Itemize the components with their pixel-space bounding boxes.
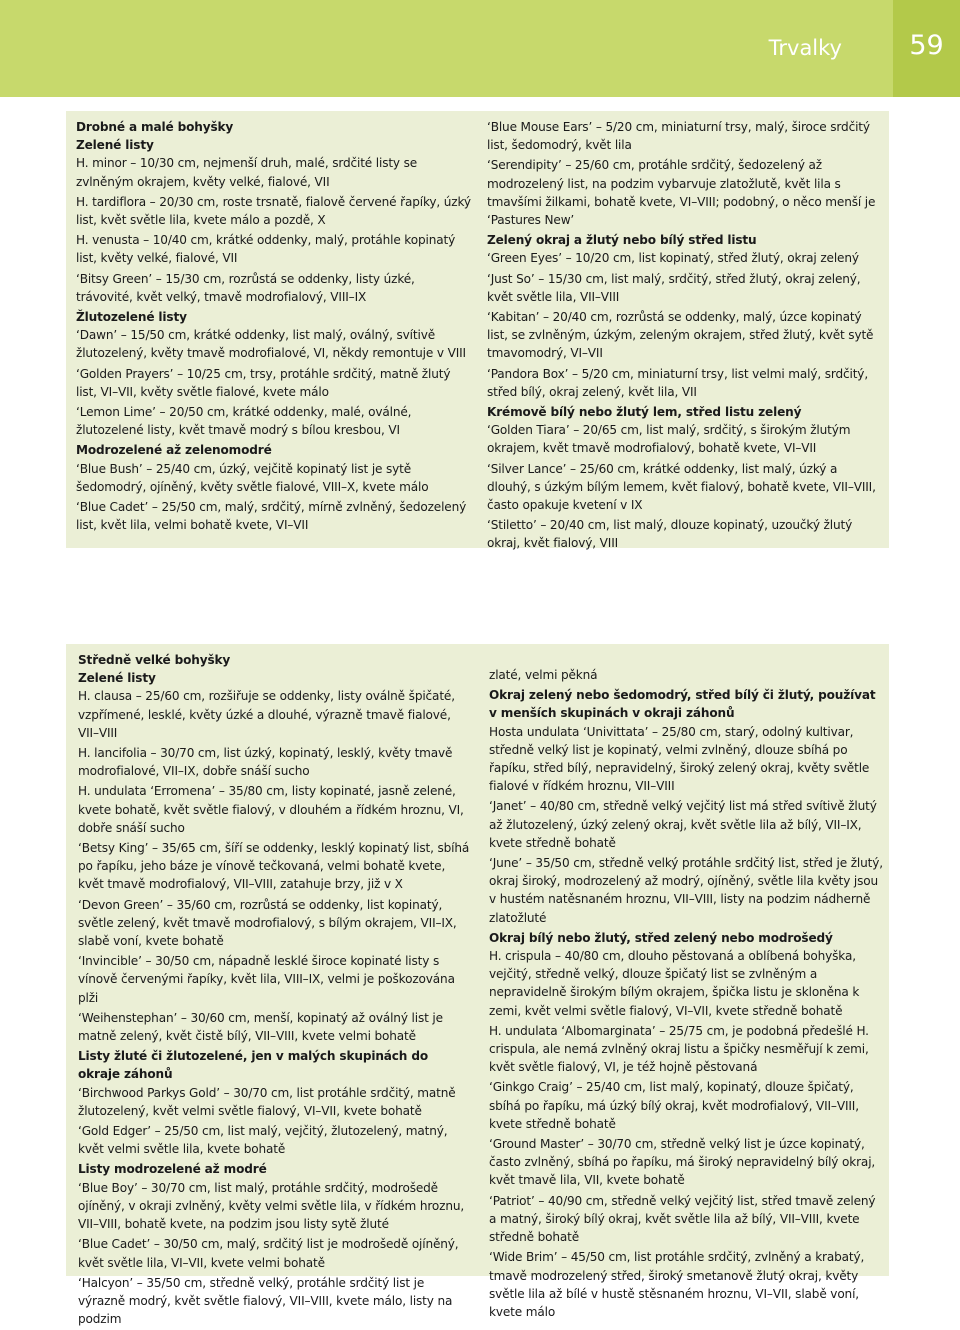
plant-entry: ‘Dawn’ – 15/50 cm, krátké oddenky, list malý, oválný, svítivě žlutozelený, květy tmavě modrofialové, VI, někdy remontuje v VIII xyxy=(76,328,466,361)
panel-medium-hostas xyxy=(66,644,889,1327)
plant-entry: ‘Birchwood Parkys Gold’ – 30/70 cm, list protáhle srdčitý, matně žlutozelený, květ velmi světle fialový, VI–VII, kvete bohatě xyxy=(78,1085,456,1118)
panel-small-hostas xyxy=(66,111,889,551)
section-heading: Zelené listy xyxy=(78,671,156,686)
section-title: Trvalky xyxy=(768,36,842,60)
plant-entry: H. tardiflora – 20/30 cm, roste trsnatě, fialově červené řapíky, úzký list, květ světle lila, kvete málo a pozdě, X xyxy=(76,194,471,228)
plant-entry: ‘Gold Edger’ – 25/50 cm, list malý, vejčitý, žlutozelený, matný, květ velmi světle lila, kvete bohatě xyxy=(78,1124,448,1157)
plant-entry: ‘Lemon Lime’ – 20/50 cm, krátké oddenky, malé, oválné, žlutozelené listy, květ tmavě modrý s bílou kresbou, VI xyxy=(76,405,412,438)
page-number-box xyxy=(893,0,960,97)
plant-entry: ‘Weihenstephan’ – 30/60 cm, menší, kopinatý až oválný list je matně zelený, květ čistě bílý, VII–VIII, kvete velmi bohatě xyxy=(78,1010,443,1044)
plant-entry: ‘Just So’ – 15/30 cm, list malý, srdčitý, střed žlutý, okraj zelený, květ světle lila, VII–VIII xyxy=(487,271,861,304)
plant-entry: ‘Golden Prayers’ – 10/25 cm, trsy, protáhle srdčitý, matně žlutý list, VI–VII, květy světle fialové, kvete málo xyxy=(76,366,451,399)
section-heading: Modrozelené až zelenomodré xyxy=(76,443,272,458)
plant-entry: H. venusta – 10/40 cm, krátké oddenky, malý, protáhle kopinatý list, květy velké, fialové, VII xyxy=(76,233,456,266)
plant-entry: ‘Bitsy Green’ – 15/30 cm, rozrůstá se oddenky, listy úzké, trávovité, květ velký, tmavě modrofialový, VIII–IX xyxy=(76,271,415,304)
plant-entry: ‘Kabitan’ – 20/40 cm, rozrůstá se oddenky, malý, úzce kopinatý list, se zvlněným, úzkým, zeleným okrajem, střed žlutý, květ sytě tmavomodrý, VI–VII xyxy=(487,310,874,361)
section-heading: Listy modrozelené až modré xyxy=(78,1162,267,1177)
page-number: 59 xyxy=(909,30,944,61)
plant-entry: ‘Ground Master’ – 30/70 cm, středně velký list je úzce kopinatý, často zvlněný, sbíhá po řapíku, má široký nepravidelný bílý okraj, květ tmavě lila, VII, kvete bohatě xyxy=(489,1137,876,1188)
plant-entry: zlaté, velmi pěkná xyxy=(489,668,598,682)
plant-entry: ‘Pandora Box’ – 5/20 cm, miniaturní trsy, list velmi malý, srdčitý, střed bílý, okraj zelený, květ lila, VII xyxy=(487,366,869,399)
plant-entry: ‘Blue Cadet’ – 30/50 cm, malý, srdčitý list je modrošedě ojíněný, květ světle lila, VI–VII, kvete velmi bohatě xyxy=(78,1237,459,1270)
plant-entry: H. minor – 10/30 cm, nejmenší druh, malé, srdčité listy se zvlněným okrajem, květy velké, fialové, VII xyxy=(76,156,418,189)
plant-entry: ‘Green Eyes’ – 10/20 cm, list kopinatý, střed žlutý, okraj zelený xyxy=(487,251,859,266)
section-heading: Drobné a malé bohyšky xyxy=(76,120,234,134)
plant-entry: ‘Serendipity’ – 25/60 cm, protáhle srdčitý, šedozelený až modrozelený list, na podzim vybarvuje zlatožlutě, květ lila s tmavšími žilkami, bohatě kvete, VI–VIII; podobný, o něco menší je ‘Pastures New’ xyxy=(487,158,876,228)
plant-entry: H. undulata ‘Erromena’ – 35/80 cm, listy kopinaté, jasně zelené, kvete bohatě, květ světle fialový, v dlouhém a řídkém hroznu, VI, dobře snáší sucho xyxy=(78,784,464,835)
plant-entry: ‘Blue Cadet’ – 25/50 cm, malý, srdčitý, mírně zvlněný, šedozelený list, květ lila, velmi bohatě kvete, VI–VII xyxy=(76,500,467,533)
section-heading: Okraj bílý nebo žlutý, střed zelený nebo modrošedý xyxy=(489,930,833,945)
plant-entry: ‘Stiletto’ – 20/40 cm, list malý, dlouze kopinatý, uzoučký žlutý okraj, květ fialový, VIII xyxy=(487,518,853,551)
panel2-left-column xyxy=(78,651,472,1330)
plant-entry: ‘Halcyon’ – 35/50 cm, středně velký, protáhle srdčitý list je výrazně modrý, květ světle fialový, VII–VIII, kvete málo, listy na podzim xyxy=(78,1275,453,1327)
plant-entry: H. clausa – 25/60 cm, rozšiřuje se oddenky, listy oválně špičaté, vzpřímené, lesklé, květy úzké a dlouhé, výrazně tmavě fialové, VII–VIII xyxy=(78,689,455,740)
plant-entry: ‘Blue Boy’ – 30/70 cm, list malý, protáhle srdčitý, modrošedě ojíněný, v okraji zvlněný, květy velmi světle lila, v řídkém hroznu, VII–VIII, bohatě kvete, na podzim jsou listy sytě žluté xyxy=(78,1180,465,1232)
plant-entry: ‘Devon Green’ – 35/60 cm, rozrůstá se oddenky, list kopinatý, světle zelený, květ tmavě modrofialový, s bílým okrajem, VII–IX, slabě voní, kvete bohatě xyxy=(78,897,457,949)
section-heading: Listy žluté či žlutozelené, jen v malých skupinách do okraje záhonů xyxy=(78,1049,428,1082)
panel1-right-column xyxy=(487,118,883,555)
section-heading: Zelený okraj a žlutý nebo bílý střed listu xyxy=(487,233,757,248)
plant-entry: ‘Golden Tiara’ – 20/65 cm, list malý, srdčitý, s širokým žlutým okrajem, květ tmavě modrofialový, bohatě kvete, VI–VII xyxy=(487,423,851,456)
plant-entry: Hosta undulata ‘Univittata’ – 25/80 cm, starý, odolný kultivar, středně velký list je kopinatý, velmi zvlněný, dlouze sbíhá po řapíku, střed bílý, nepravidelný, široký zelený okraj, květy světle fialové v řídkém hroznu, VII–VIII xyxy=(489,724,870,794)
plant-entry: ‘Silver Lance’ – 25/60 cm, krátké oddenky, list malý, úzký a dlouhý, s úzkým bílým lemem, květ fialový, bohatě kvete, VII–VIII, často opakuje kvetení v IX xyxy=(487,461,876,513)
section-heading: Zelené listy xyxy=(76,138,154,153)
plant-entry: ‘Patriot’ – 40/90 cm, středně velký vejčitý list, střed tmavě zelený a matný, široký bílý okraj, květ světle lila až bílý, VII–VIII, kvete středně bohatě xyxy=(489,1193,876,1245)
plant-entry: ‘Blue Bush’ – 25/40 cm, úzký, vejčitě kopinatý list je sytě šedomodrý, ojíněný, květy světle fialové, VIII–X, kvete málo xyxy=(76,461,429,494)
plant-entry: ‘Wide Brim’ – 45/50 cm, list protáhle srdčitý, zvlněný a krabatý, tmavě modrozelený střed, široký smetanově žlutý okraj, květy světle lila až bílé v hustě stěsnaném hroznu, VI–VII, slabě voní, kvete málo xyxy=(489,1250,865,1319)
plant-entry: ‘Ginkgo Craig’ – 25/40 cm, list malý, kopinatý, dlouze špičatý, sbíhá po řapíku, má úzký bílý okraj, květ modrofialový, VII–VIII, kvete středně bohatě xyxy=(489,1080,859,1131)
plant-entry: ‘Invincible’ – 30/50 cm, nápadně lesklé široce kopinaté listy s vínově červenými řapíky, květ lila, VIII–IX, velmi je poškozována plži xyxy=(78,954,455,1005)
plant-entry: H. undulata ‘Albomarginata’ – 25/75 cm, je podobná předešlé H. crispula, ale nemá zvlněný okraj listu a špičky nesměřují k zemi, květ světle fialový, VI, je též hojně pěstovaná xyxy=(489,1023,869,1075)
section-heading: Krémově bílý nebo žlutý lem, střed listu zelený xyxy=(487,405,802,420)
section-heading: Žlutozelené listy xyxy=(76,310,187,325)
plant-entry: ‘Betsy King’ – 35/65 cm, šíří se oddenky, lesklý kopinatý list, sbíhá po řapíku, jeho báze je vínově tečkovaná, velmi bohatě kvete, květ tmavě modrofialový, VII–VIII, zatahuje brzy, již v X xyxy=(78,841,470,892)
plant-entry: ‘Blue Mouse Ears’ – 5/20 cm, miniaturní trsy, malý, široce srdčitý list, šedomodrý, květ lila xyxy=(487,120,870,153)
plant-entry: ‘Janet’ – 40/80 cm, středně velký vejčitý list má střed svítivě žlutý až žlutozelený, úzký zelený okraj, květ světle lila až bílý, VII–IX, kvete středně bohatě xyxy=(489,799,877,850)
plant-entry: H. crispula – 40/80 cm, dlouho pěstovaná a oblíbená bohyška, vejčitý, středně velký, dlouze špičatý list se zvlněným a nepravidelně širokým bílým okrajem, špička listu je skloněna k zemi, květ velmi světle fialový, VI–VII, kvete středně bohatě xyxy=(489,949,860,1018)
plant-entry: H. lancifolia – 30/70 cm, list úzký, kopinatý, lesklý, květy tmavě modrofialové, VII–IX, dobře snáší sucho xyxy=(78,746,453,779)
plant-entry: ‘June’ – 35/50 cm, středně velký protáhle srdčitý list, střed je žlutý, okraj široký, modrozelený až modrý, ojíněný, světle lila květy jsou v hustém natěsnaném hroznu, VII–VIII, listy na podzim nádherně zlatožluté xyxy=(489,856,883,925)
panel2-right-column xyxy=(489,666,883,1323)
panel1-left-column xyxy=(76,118,472,536)
section-heading: Středně velké bohyšky xyxy=(78,653,231,667)
page-header xyxy=(0,0,960,97)
section-heading: Okraj zelený nebo šedomodrý, střed bílý či žlutý, používat v menších skupinách v okraji záhonů xyxy=(489,688,876,721)
